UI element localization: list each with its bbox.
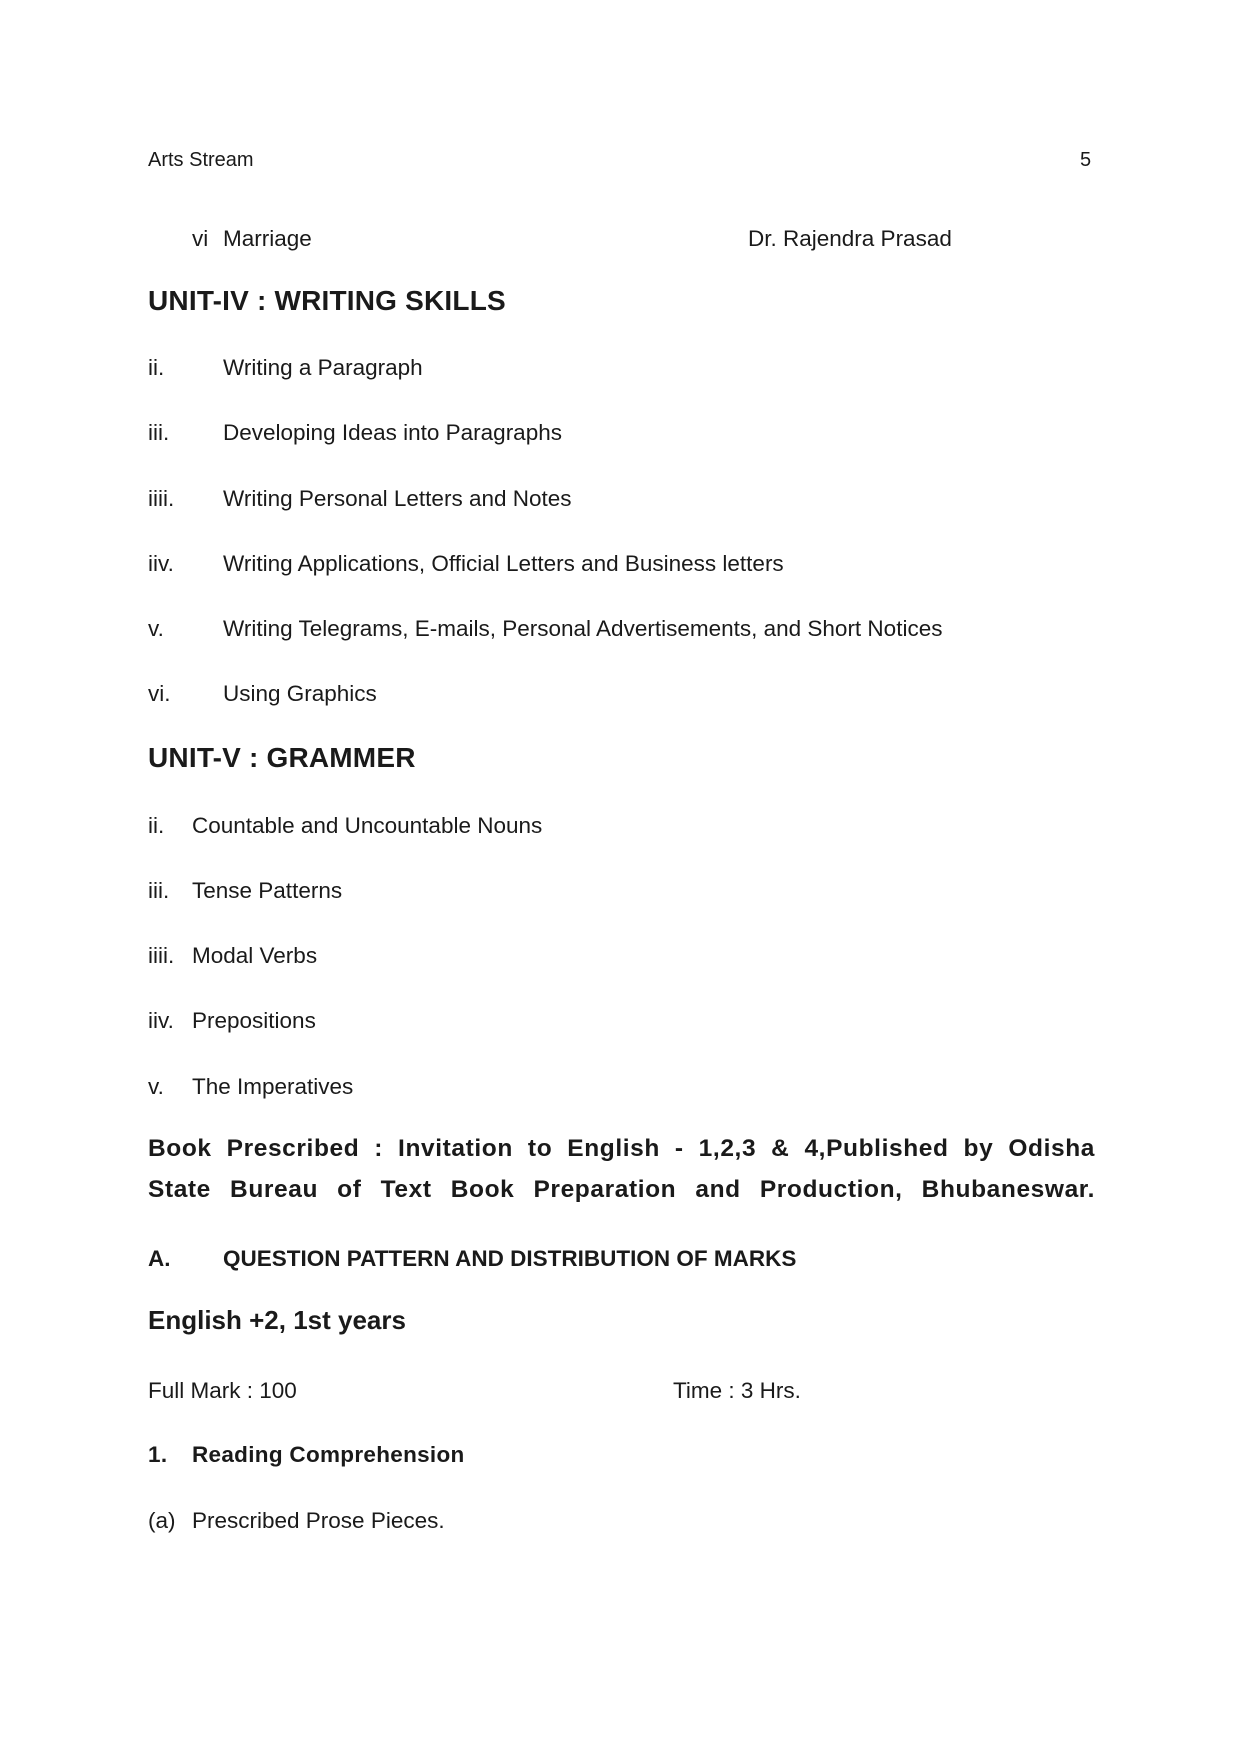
book-prescribed-line-1: Book Prescribed : Invitation to English - 1,2,3 & 4,Published by Odisha: [148, 1135, 1095, 1162]
section-a-label: A.: [148, 1246, 171, 1271]
unit-iv-item-text: Using Graphics: [223, 681, 377, 706]
exam-subtitle: English +2, 1st years: [148, 1305, 406, 1335]
unit-v-item-text: Tense Patterns: [192, 878, 343, 903]
question-1a-text: Prescribed Prose Pieces.: [192, 1508, 445, 1533]
unit-v-item-number: iiii.: [148, 943, 175, 968]
unit-iv-heading: UNIT-IV : WRITING SKILLS: [148, 285, 506, 316]
unit-v-item-text: Countable and Uncountable Nouns: [192, 813, 543, 838]
unit-iv-item-text: Writing Applications, Official Letters and Business letters: [223, 551, 784, 576]
prose-item-author: Dr. Rajendra Prasad: [748, 226, 952, 251]
unit-v-item-number: v.: [148, 1074, 164, 1099]
question-1-number: 1.: [148, 1442, 168, 1467]
prose-item-title: Marriage: [223, 226, 312, 251]
unit-iv-item-number: iii.: [148, 420, 170, 445]
unit-iv-item-text: Writing Telegrams, E-mails, Personal Advertisements, and Short Notices: [223, 616, 943, 641]
question-1a-label: (a): [148, 1508, 176, 1533]
unit-iv-item-text: Writing a Paragraph: [223, 355, 423, 380]
unit-iv-item-number: ii.: [148, 355, 165, 380]
unit-iv-item-number: iiii.: [148, 486, 175, 511]
unit-iv-item-text: Developing Ideas into Paragraphs: [223, 420, 562, 445]
unit-v-heading: UNIT-V : GRAMMER: [148, 742, 416, 773]
full-mark: Full Mark : 100: [148, 1378, 297, 1403]
unit-v-item-number: ii.: [148, 813, 165, 838]
unit-v-item-number: iii.: [148, 878, 170, 903]
unit-v-item-text: Modal Verbs: [192, 943, 318, 968]
question-1-title: Reading Comprehension: [192, 1442, 465, 1467]
unit-v-item-text: The Imperatives: [192, 1074, 354, 1099]
unit-iv-item-number: vi.: [148, 681, 171, 706]
prose-item-number: vi: [192, 226, 209, 251]
page-number: 5: [1080, 149, 1092, 171]
section-a-title: QUESTION PATTERN AND DISTRIBUTION OF MARKS: [223, 1246, 797, 1271]
running-header-title: Arts Stream: [148, 149, 254, 171]
unit-v-item-number: iiv.: [148, 1008, 174, 1033]
unit-v-item-text: Prepositions: [192, 1008, 316, 1033]
exam-time: Time : 3 Hrs.: [673, 1378, 801, 1403]
unit-iv-item-number: v.: [148, 616, 164, 641]
book-prescribed-line-2: State Bureau of Text Book Preparation and Production, Bhubaneswar.: [148, 1176, 1095, 1203]
book-prescribed: [148, 1128, 1095, 1210]
unit-iv-item-number: iiv.: [148, 551, 174, 576]
unit-iv-item-text: Writing Personal Letters and Notes: [223, 486, 572, 511]
